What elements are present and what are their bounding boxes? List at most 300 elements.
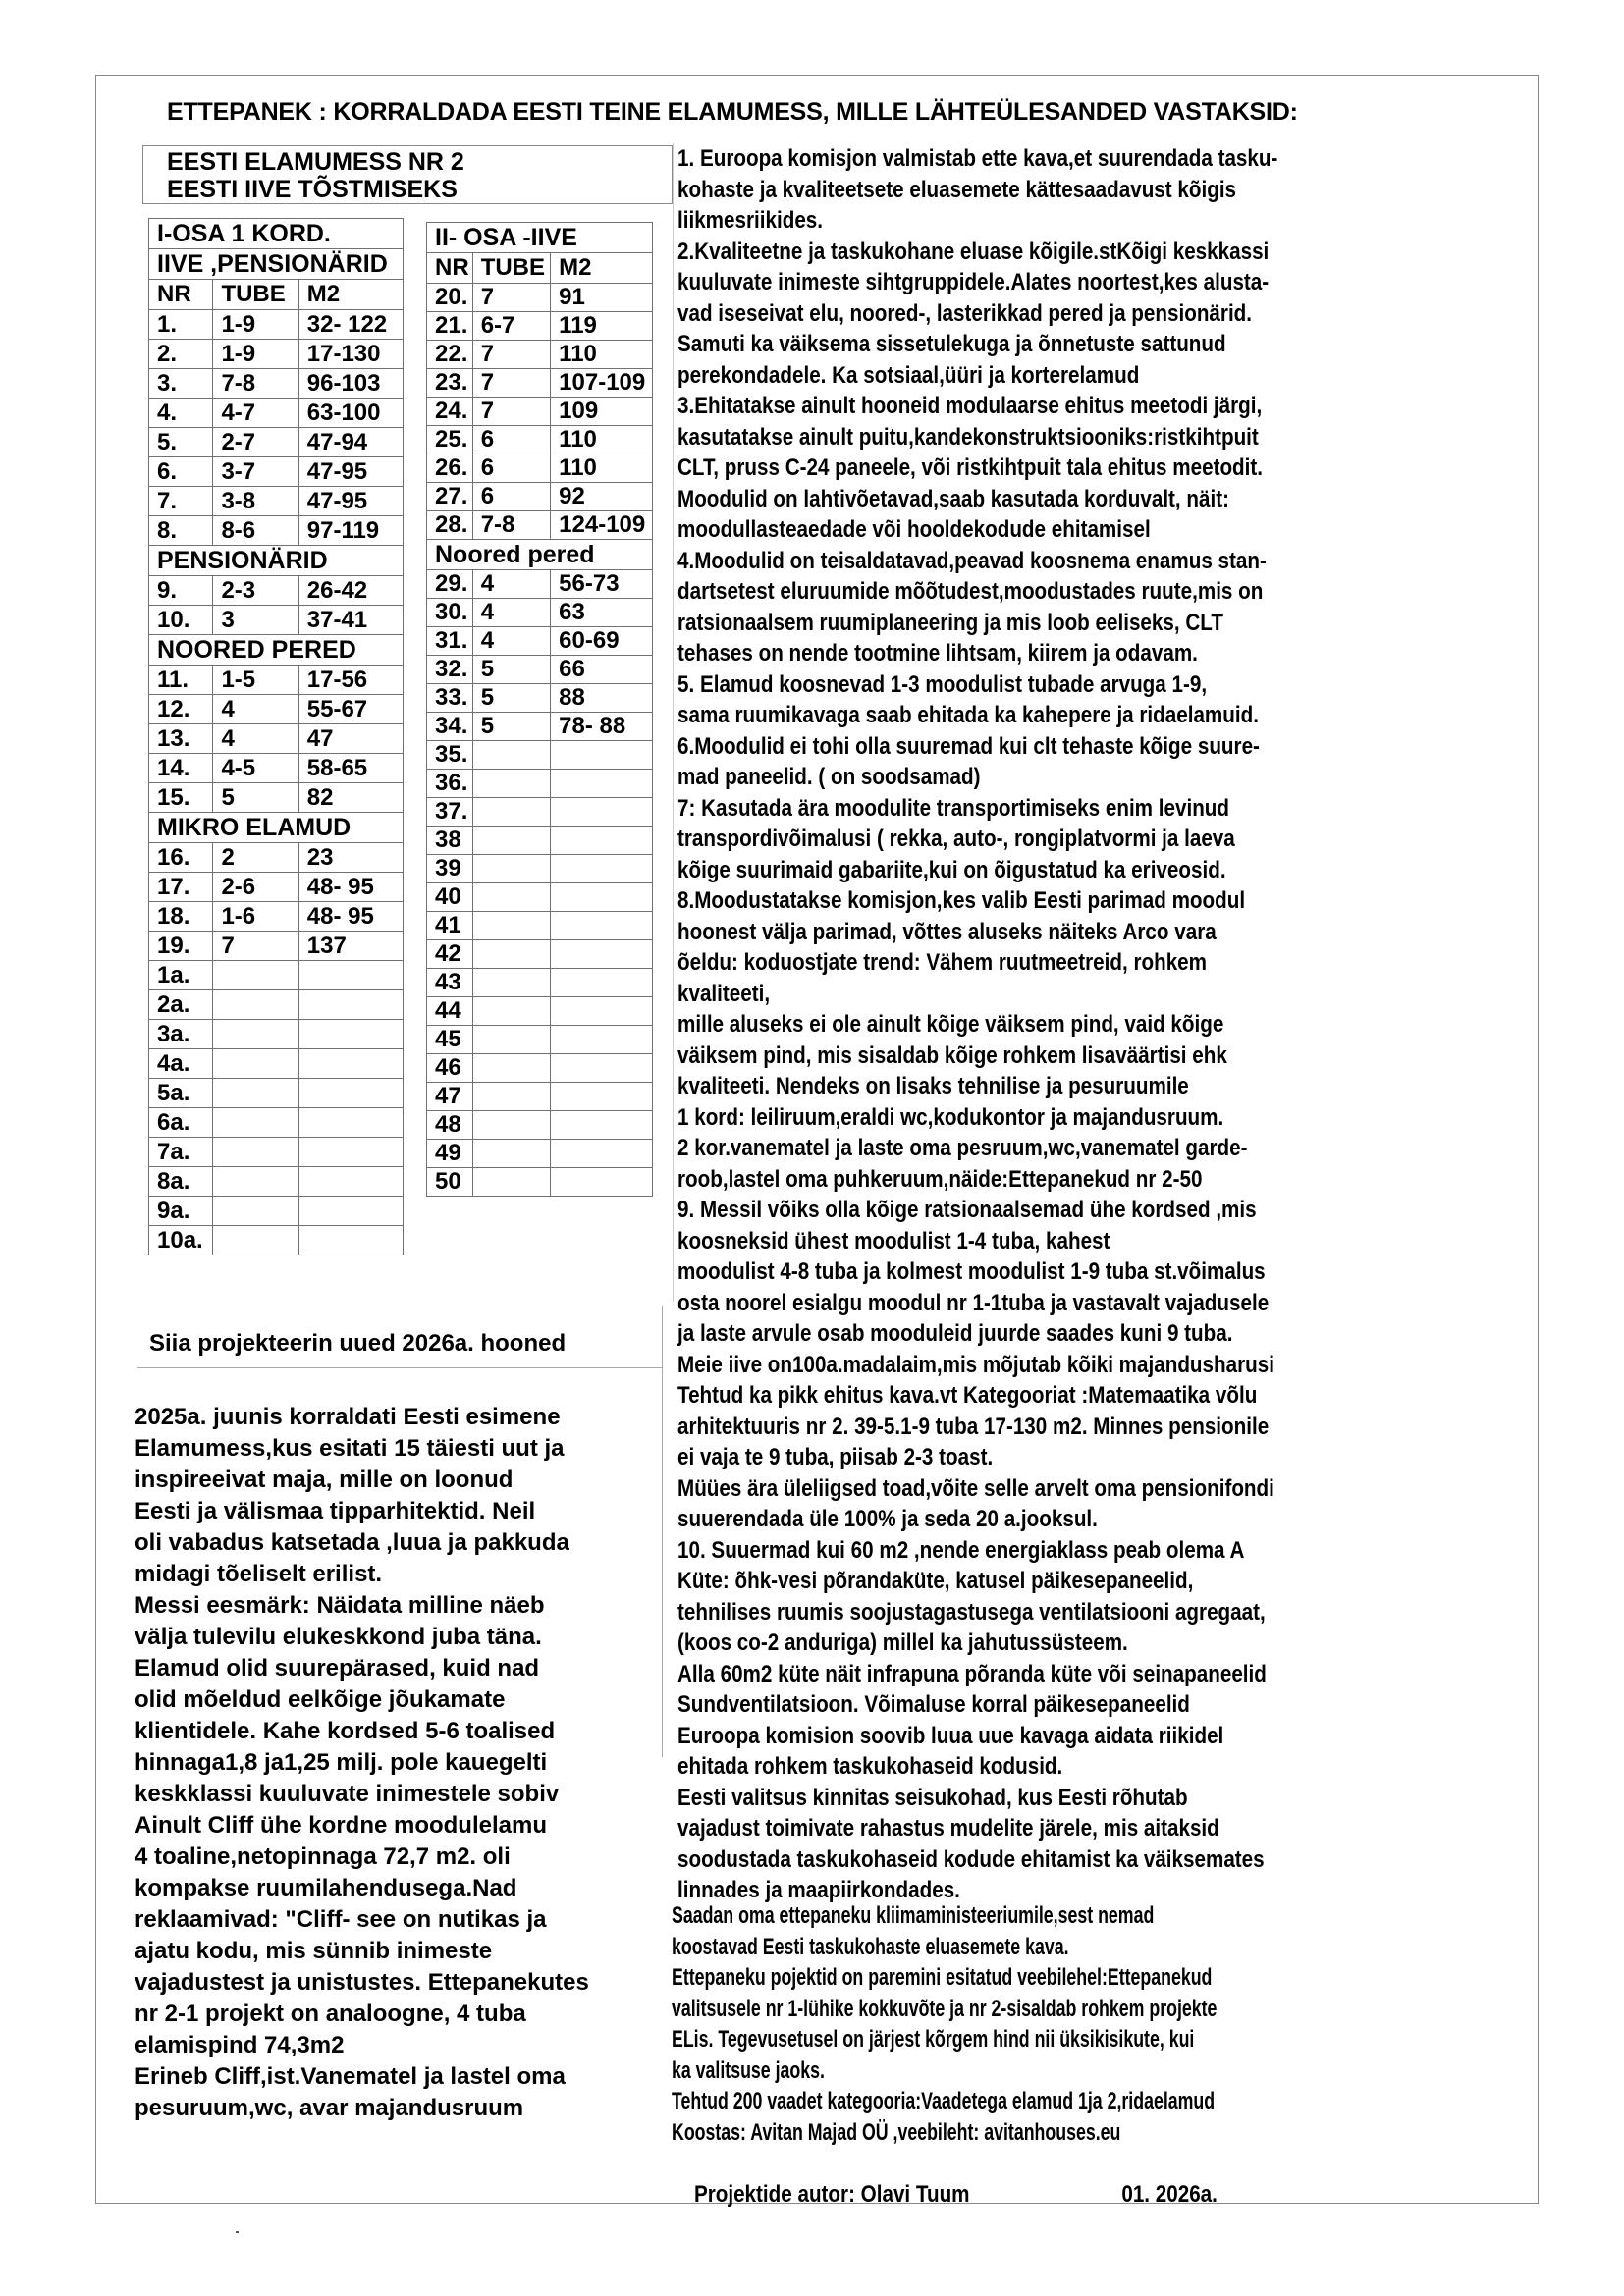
row-number: 5. [149, 428, 213, 457]
proposal-line: 1. Euroopa komisjon valmistab ette kava,et suurendada tasku- [677, 145, 1278, 172]
proposal-line: Müües ära üleliigsed toad,võite selle arvelt oma pensionifondi [677, 1474, 1274, 1502]
table-row [427, 284, 653, 312]
room-count: 4 [213, 724, 298, 754]
proposal-line: koosneksid ühest moodulist 1-4 tuba, kahest [677, 1227, 1110, 1255]
table-row [149, 902, 404, 932]
group-label: NOORED PERED [149, 635, 404, 666]
paragraph-line: ajatu kodu, mis sünnib inimeste [135, 1938, 493, 1964]
area-m2: 78- 88 [551, 713, 653, 741]
section-title-row [427, 223, 653, 253]
room-count [213, 990, 298, 1020]
row-number: 20. [427, 284, 473, 312]
room-count: 1-6 [213, 902, 298, 932]
proposal-line: moodullasteaedade või hooldekodude ehitamisel [677, 516, 1151, 543]
room-count: 1-9 [213, 310, 298, 340]
proposal-line: tehases on nende tootmine lihtsam, kiirem ja odavam. [677, 640, 1198, 667]
table-part-2 [426, 222, 653, 1197]
column-header: M2 [551, 253, 653, 284]
area-m2: 107-109 [551, 369, 653, 398]
area-m2 [298, 1079, 403, 1108]
proposal-line: 10. Suuermad kui 60 m2 ,nende energiaklass peab olema A [677, 1536, 1245, 1564]
proposal-line: Meie iive on100a.madalaim,mis mõjutab kõiki majandusharusi [677, 1351, 1274, 1378]
row-number: 49 [427, 1140, 473, 1168]
group-label-row [149, 813, 404, 843]
paragraph-line: klientidele. Kahe kordsed 5-6 toalised [135, 1718, 556, 1744]
row-number: 4a. [149, 1049, 213, 1079]
room-count: 8-6 [213, 516, 298, 546]
area-m2: 17-130 [298, 340, 403, 369]
row-number: 43 [427, 969, 473, 997]
proposal-line: ja laste arvule osab mooduleid juurde saades kuni 9 tuba. [677, 1320, 1233, 1347]
proposal-line: õeldu: koduostjate trend: Vähem ruutmeetreid, rohkem [677, 949, 1208, 976]
table-row [427, 684, 653, 713]
table-row [149, 932, 404, 961]
table-part-1 [148, 218, 404, 1255]
table-row [427, 798, 653, 827]
proposal-line: väiksem pind, mis sisaldab kõige rohkem lisaväärtisi ehk [677, 1041, 1227, 1069]
group-label: MIKRO ELAMUD [149, 813, 404, 843]
closing-line: Ettepaneku pojektid on paremini esitatud veebilehel:Ettepanekud [672, 1964, 1213, 1991]
area-m2 [551, 1054, 653, 1083]
table-row [427, 997, 653, 1026]
row-number: 44 [427, 997, 473, 1026]
area-m2 [298, 1020, 403, 1049]
room-count: 4-5 [213, 754, 298, 783]
column-header: TUBE [472, 253, 550, 284]
proposal-line: 3.Ehitatakse ainult hooneid modulaarse ehitus meetodi järgi, [677, 393, 1263, 419]
row-number: 16. [149, 843, 213, 873]
room-count [472, 1111, 550, 1140]
proposal-line: dartsetest eluruumide mõõtudest,moodustades ruute,mis on [677, 578, 1264, 605]
area-m2: 26-42 [298, 576, 403, 606]
row-number: 3. [149, 369, 213, 399]
proposal-line: kvaliteeti. Nendeks on lisaks tehnilise ja pesuruumile [677, 1073, 1189, 1099]
area-m2: 96-103 [298, 369, 403, 399]
room-count [213, 1197, 298, 1226]
area-m2: 17-56 [298, 666, 403, 695]
area-m2 [551, 798, 653, 827]
proposal-line: kõige suurimaid gabariite,kui on õigustatud ka eriveosid. [677, 856, 1226, 883]
room-count [213, 1138, 298, 1167]
row-number: 10. [149, 606, 213, 635]
proposal-line: mille aluseks ei ole ainult kõige väiksem pind, vaid kõige [677, 1011, 1224, 1038]
row-number: 35. [427, 741, 473, 770]
table-row [149, 961, 404, 990]
area-m2 [551, 741, 653, 770]
row-number: 32. [427, 656, 473, 684]
proposal-line: 2.Kvaliteetne ja taskukohane eluase kõigile.stKõigi keskkassi [677, 238, 1270, 265]
area-m2 [551, 855, 653, 883]
row-number: 26. [427, 454, 473, 483]
area-m2 [298, 961, 403, 990]
proposal-line: ei vaja te 9 tuba, piisab 2-3 toast. [677, 1444, 994, 1470]
room-count: 6 [472, 454, 550, 483]
area-m2: 58-65 [298, 754, 403, 783]
section-divider [137, 1367, 662, 1368]
table-row [149, 1138, 404, 1167]
proposal-line: Moodulid on lahtivõetavad,saab kasutada korduvalt, näit: [677, 485, 1229, 512]
room-count: 1-9 [213, 340, 298, 369]
area-m2: 32- 122 [298, 310, 403, 340]
row-number: 11. [149, 666, 213, 695]
proposal-line: CLT, pruss C-24 paneele, või ristkihtpuit tala ehitus meetodit. [677, 454, 1264, 481]
room-count [472, 770, 550, 798]
row-number: 36. [427, 770, 473, 798]
group-label-row [149, 546, 404, 576]
author-line [672, 2148, 1306, 2241]
proposal-line: 5. Elamud koosnevad 1-3 moodulist tubade arvuga 1-9, [677, 670, 1208, 698]
table-row [149, 1020, 404, 1049]
area-m2: 48- 95 [298, 873, 403, 902]
row-number: 8a. [149, 1167, 213, 1197]
proposal-line: 4.Moodulid on teisaldatavad,peavad koosnema enamus stan- [677, 547, 1267, 574]
room-count [472, 1054, 550, 1083]
row-number: 50 [427, 1168, 473, 1197]
proposal-line: arhitektuuris nr 2. 39-5.1-9 tuba 17-130 m2. Minnes pensionile [677, 1413, 1270, 1440]
room-count: 7 [472, 398, 550, 426]
table-row [427, 599, 653, 627]
area-m2 [551, 883, 653, 912]
room-count [472, 883, 550, 912]
row-number: 27. [427, 483, 473, 511]
column-divider [673, 143, 674, 1302]
room-count [472, 940, 550, 969]
table-row [427, 454, 653, 483]
row-number: 23. [427, 369, 473, 398]
proposal-line: tehnilises ruumis soojustagastusega ventilatsiooni agregaat, [677, 1598, 1266, 1626]
section-subtitle: IIVE ,PENSIONÄRID [149, 249, 404, 280]
closing-section [672, 1900, 1409, 2241]
closing-line: valitsusele nr 1-lühike kokkuvõte ja nr 2-sisaldab rohkem projekte [672, 1995, 1218, 2022]
group-label-row [149, 635, 404, 666]
row-number: 48 [427, 1111, 473, 1140]
table-row [427, 483, 653, 511]
table-row [149, 310, 404, 340]
group-label-row [427, 540, 653, 570]
table-row [149, 369, 404, 399]
area-m2: 55-67 [298, 695, 403, 724]
header-line-2: EESTI IIVE TÕSTMISEKS [167, 176, 458, 203]
row-number: 6a. [149, 1108, 213, 1138]
table-row [427, 1054, 653, 1083]
room-count [472, 798, 550, 827]
room-count: 7 [472, 369, 550, 398]
paragraph-line: Elamud olid suurepärased, kuid nad [135, 1655, 540, 1682]
area-m2: 137 [298, 932, 403, 961]
column-header-row [427, 253, 653, 284]
room-count: 1-5 [213, 666, 298, 695]
room-count: 2-3 [213, 576, 298, 606]
table-row [149, 516, 404, 546]
room-count [213, 1020, 298, 1049]
table-row [427, 940, 653, 969]
room-count [472, 969, 550, 997]
room-count: 7 [472, 341, 550, 369]
row-number: 24. [427, 398, 473, 426]
table-row [427, 770, 653, 798]
paragraph-line: Eesti ja välismaa tipparhitektid. Neil [135, 1498, 536, 1524]
table-row [149, 783, 404, 813]
row-number: 21. [427, 312, 473, 341]
proposal-line: osta noorel esialgu moodul nr 1-1tuba ja vastavalt vajadusele [677, 1289, 1270, 1316]
table-row [149, 399, 404, 428]
proposal-line: roob,lastel oma puhkeruum,näide:Ettepanekud nr 2-50 [677, 1165, 1203, 1193]
room-count: 6 [472, 426, 550, 454]
proposal-line: hoonest välja parimad, võttes aluseks näiteks Arco vara [677, 918, 1217, 945]
table-row [149, 487, 404, 516]
proposal-line: liikmesriikides. [677, 207, 824, 234]
table-row [149, 428, 404, 457]
table-row [427, 570, 653, 599]
proposal-line: sama ruumikavaga saab ehitada ka kahepere ja ridaelamuid. [677, 702, 1259, 728]
room-count [472, 1083, 550, 1111]
table-row [149, 340, 404, 369]
room-count: 2 [213, 843, 298, 873]
room-count: 6 [472, 483, 550, 511]
row-number: 41 [427, 912, 473, 940]
area-m2 [298, 1138, 403, 1167]
room-count: 4 [472, 627, 550, 656]
row-number: 34. [427, 713, 473, 741]
room-count: 4 [213, 695, 298, 724]
row-number: 8. [149, 516, 213, 546]
row-number: 6. [149, 457, 213, 487]
row-number: 19. [149, 932, 213, 961]
paragraph-line: Erineb Cliff,ist.Vanematel ja lastel oma [135, 2063, 566, 2090]
row-number: 1. [149, 310, 213, 340]
table-row [149, 724, 404, 754]
area-m2: 92 [551, 483, 653, 511]
proposal-line: 8.Moodustatakse komisjon,kes valib Eesti parimad moodul [677, 887, 1246, 914]
room-count [472, 827, 550, 855]
table-row [149, 666, 404, 695]
area-m2 [298, 990, 403, 1020]
area-m2 [551, 770, 653, 798]
area-m2: 47-95 [298, 487, 403, 516]
row-number: 7a. [149, 1138, 213, 1167]
row-number: 1a. [149, 961, 213, 990]
table-row [427, 969, 653, 997]
room-count: 3 [213, 606, 298, 635]
table-row [427, 1026, 653, 1054]
proposal-line: suuerendada üle 100% ja seda 20 a.jooksul. [677, 1506, 1098, 1532]
column-header-row [149, 280, 404, 310]
room-count [472, 1026, 550, 1054]
paragraph-line: elamispind 74,3m2 [135, 2032, 345, 2058]
paragraph-line: Ainult Cliff ühe kordne moodulelamu [135, 1812, 547, 1839]
table-row [427, 1168, 653, 1197]
room-count [213, 1049, 298, 1079]
proposal-line: kohaste ja kvaliteetsete eluasemete kättesaadavust kõigis [677, 176, 1237, 203]
area-m2: 109 [551, 398, 653, 426]
section-title-row [149, 219, 404, 249]
proposal-line: ehitada rohkem taskukohaseid kodusid. [677, 1753, 1063, 1780]
paragraph-line: vajadustest ja unistustes. Ettepanekutes [135, 1969, 589, 1996]
proposal-line: Alla 60m2 küte näit infrapuna põranda küte või seinapaneelid [677, 1660, 1267, 1687]
row-number: 15. [149, 783, 213, 813]
room-count: 7 [213, 932, 298, 961]
area-m2 [551, 912, 653, 940]
table-row [149, 873, 404, 902]
area-m2: 23 [298, 843, 403, 873]
area-m2: 91 [551, 284, 653, 312]
proposal-line: moodulist 4-8 tuba ja kolmest moodulist 1-9 tuba st.võimalus [677, 1258, 1266, 1285]
room-count [472, 912, 550, 940]
row-number: 31. [427, 627, 473, 656]
table-row [149, 754, 404, 783]
proposal-line: Samuti ka väiksema sissetulekuga ja õnnetuste sattunud [677, 331, 1226, 357]
row-number: 10a. [149, 1226, 213, 1255]
paragraph-line: inspireeivat maja, mille on loonud [135, 1467, 514, 1493]
row-number: 3a. [149, 1020, 213, 1049]
room-count: 7-8 [472, 511, 550, 540]
closing-line: Tehtud 200 vaadet kategooria:Vaadetega elamud 1ja 2,ridaelamud [672, 2088, 1216, 2114]
row-number: 40 [427, 883, 473, 912]
row-number: 25. [427, 426, 473, 454]
table-row [149, 1226, 404, 1255]
closing-line: Koostas: Avitan Majad OÜ ,veebileht: avitanhouses.eu [672, 2118, 1121, 2146]
paragraph-line: midagi tõeliselt erilist. [135, 1561, 383, 1587]
room-count: 2-6 [213, 873, 298, 902]
row-number: 37. [427, 798, 473, 827]
area-m2 [551, 940, 653, 969]
room-count [213, 1167, 298, 1197]
area-m2 [551, 1111, 653, 1140]
area-m2 [551, 969, 653, 997]
area-m2: 119 [551, 312, 653, 341]
row-number: 9. [149, 576, 213, 606]
paragraph-line: oli vabadus katsetada ,luua ja pakkuda [135, 1529, 569, 1556]
area-m2 [298, 1226, 403, 1255]
room-count: 5 [472, 684, 550, 713]
table-row [427, 369, 653, 398]
row-number: 17. [149, 873, 213, 902]
area-m2 [551, 1026, 653, 1054]
row-number: 7. [149, 487, 213, 516]
room-count: 5 [472, 713, 550, 741]
row-number: 5a. [149, 1079, 213, 1108]
proposal-line: vajadust toimivate rahastus mudelite järele, mis aitaksid [677, 1815, 1219, 1842]
author: Projektide autor: Olavi Tuum [693, 2180, 970, 2208]
paragraph-line: pesuruum,wc, avar majandusruum [135, 2095, 524, 2121]
header-box [142, 145, 673, 204]
table-row [427, 883, 653, 912]
table-row [149, 1108, 404, 1138]
column-header: M2 [298, 280, 403, 310]
paragraph-line: 4 toaline,netopinnaga 72,7 m2. oli [135, 1843, 511, 1870]
row-number: 4. [149, 399, 213, 428]
expo-description [135, 1402, 665, 2124]
room-count [472, 997, 550, 1026]
subtitle-row [149, 249, 404, 280]
room-count: 7-8 [213, 369, 298, 399]
table-row [149, 457, 404, 487]
table-row [149, 576, 404, 606]
row-number: 47 [427, 1083, 473, 1111]
paragraph-line: olid mõeldud eelkõige jõukamate [135, 1686, 506, 1713]
proposal-line: vad iseseivat elu, noored-, lasterikkad pered ja pensionärid. [677, 299, 1253, 327]
paragraph-line: Elamumess,kus esitati 15 täiesti uut ja [135, 1435, 565, 1462]
area-m2 [551, 1083, 653, 1111]
proposal-line: Sundventilatsioon. Võimaluse korral päikesepaneelid [677, 1691, 1190, 1718]
area-m2 [298, 1167, 403, 1197]
proposal-line: (koos co-2 anduriga) millel ka jahutussüsteem. [677, 1629, 1128, 1656]
proposal-line: 6.Moodulid ei tohi olla suuremad kui clt tehaste kõige suure- [677, 732, 1260, 760]
table-row [427, 627, 653, 656]
row-number: 13. [149, 724, 213, 754]
room-count: 5 [472, 656, 550, 684]
area-m2: 63 [551, 599, 653, 627]
area-m2 [298, 1049, 403, 1079]
closing-line: Saadan oma ettepaneku kliimaministeeriumile,sest nemad [672, 1902, 1155, 1929]
row-number: 14. [149, 754, 213, 783]
table-row [427, 341, 653, 369]
proposal-line: Euroopa komision soovib luua uue kavaga aidata riikidel [677, 1722, 1224, 1749]
proposal-line: kuuluvate inimeste sihtgruppidele.Alates noortest,kes alusta- [677, 269, 1270, 295]
table-row [427, 855, 653, 883]
room-count: 5 [213, 783, 298, 813]
table-row [149, 1197, 404, 1226]
paragraph-line: hinnaga1,8 ja1,25 milj. pole kauegelti [135, 1749, 548, 1776]
area-m2: 110 [551, 454, 653, 483]
table-row [149, 1167, 404, 1197]
paragraph-line: reklaamivad: "Cliff- see on nutikas ja [135, 1906, 547, 1933]
room-count [213, 1108, 298, 1138]
room-count [213, 961, 298, 990]
proposal-points [677, 143, 1532, 1906]
row-number: 42 [427, 940, 473, 969]
row-number: 2a. [149, 990, 213, 1020]
area-m2 [551, 1140, 653, 1168]
area-m2: 97-119 [298, 516, 403, 546]
column-header: NR [427, 253, 473, 284]
paragraph-line: nr 2-1 projekt on analoogne, 4 tuba [135, 2001, 526, 2027]
row-number: 2. [149, 340, 213, 369]
table-row [149, 1079, 404, 1108]
proposal-line: 1 kord: leiliruum,eraldi wc,kodukontor ja majandusruum. [677, 1103, 1224, 1131]
table-row [427, 1140, 653, 1168]
area-m2: 63-100 [298, 399, 403, 428]
row-number: 29. [427, 570, 473, 599]
area-m2: 110 [551, 426, 653, 454]
paragraph-line: Messi eesmärk: Näidata milline näeb [135, 1592, 545, 1619]
table-row [427, 912, 653, 940]
header-line-1: EESTI ELAMUMESS NR 2 [167, 148, 464, 176]
group-label: PENSIONÄRID [149, 546, 404, 576]
closing-line: ka valitsuse jaoks. [672, 2056, 825, 2084]
proposal-line: 9. Messil võiks olla kõige ratsionaalsemad ühe kordsed ,mis [677, 1197, 1257, 1223]
document-title: ETTEPANEK : KORRALDADA EESTI TEINE ELAMUMESS, MILLE LÄHTEÜLESANDED VASTAKSID: [167, 98, 1298, 126]
room-count: 3-8 [213, 487, 298, 516]
table-row [427, 656, 653, 684]
room-count [213, 1226, 298, 1255]
group-label: Noored pered [427, 540, 653, 570]
table-row [427, 1083, 653, 1111]
table-row [427, 511, 653, 540]
room-count: 7 [472, 284, 550, 312]
proposal-line: 2 kor.vanematel ja laste oma pesruum,wc,vanematel garde- [677, 1135, 1248, 1161]
proposal-line: transpordivõimalusi ( rekka, auto-, rongiplatvormi ja laeva [677, 826, 1235, 852]
room-count [472, 855, 550, 883]
table-row [427, 827, 653, 855]
section-title: II- OSA -IIVE [427, 223, 653, 253]
area-m2: 47 [298, 724, 403, 754]
proposal-line: soodustada taskukohaseid kodude ehitamist ka väiksemates [677, 1845, 1265, 1873]
row-number: 38 [427, 827, 473, 855]
room-count [472, 1168, 550, 1197]
room-count: 4 [472, 570, 550, 599]
table-row [427, 713, 653, 741]
